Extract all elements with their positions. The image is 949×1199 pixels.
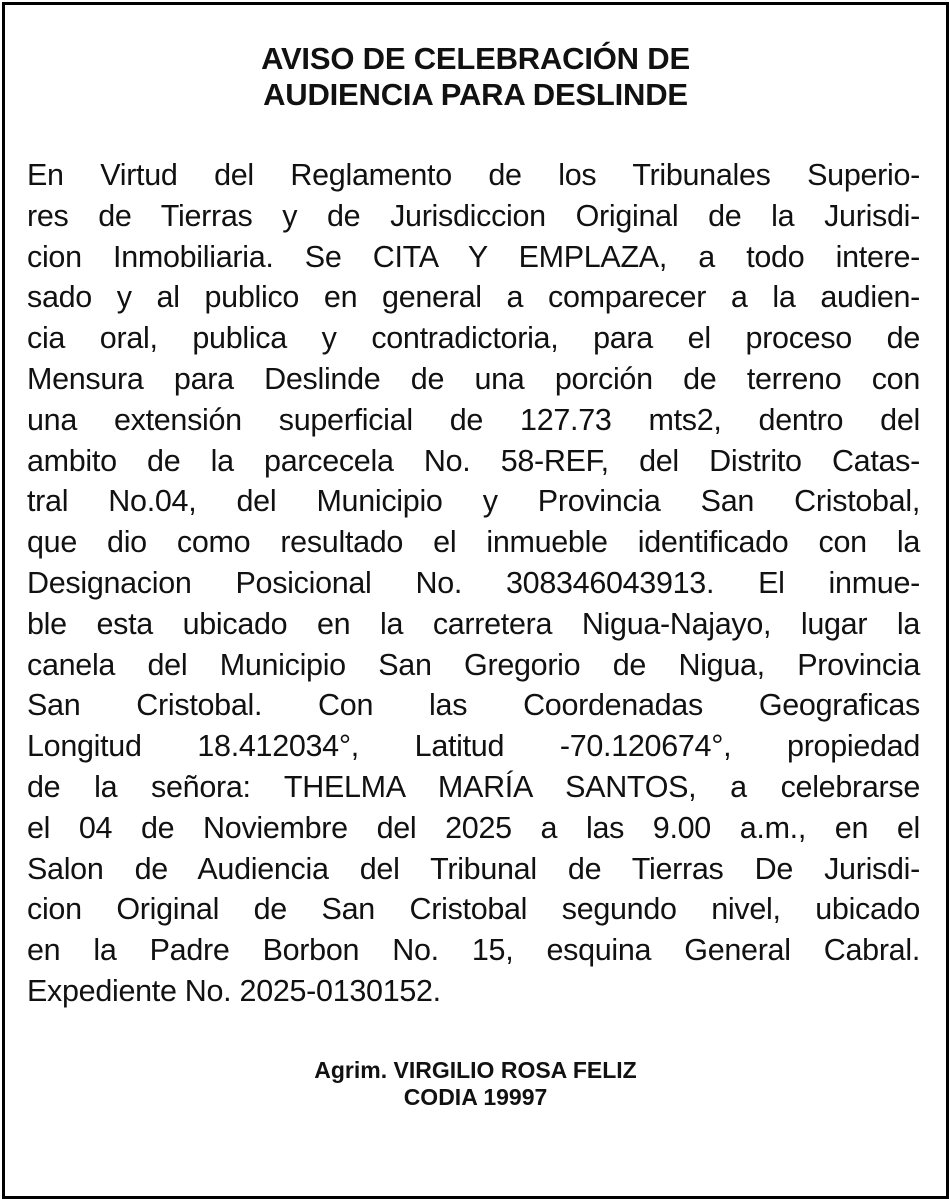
signature-block (5, 1057, 946, 1111)
body-line: el 04 de Noviembre del 2025 a las 9.00 a.m., en el (27, 810, 920, 845)
body-line: ambito de la parcecela No. 58-REF, del Distrito Catas- (27, 443, 920, 478)
body-line: sado y al publico en general a comparecer a la audien- (27, 280, 920, 315)
notice-title-line-1: AVISO DE CELEBRACIÓN DE (261, 41, 690, 76)
body-line: que dio como resultado el inmueble identificado con la (27, 525, 920, 560)
notice-body (27, 155, 920, 1012)
body-line: canela del Municipio San Gregorio de Nigua, Provincia (27, 647, 920, 682)
body-line: Mensura para Deslinde de una porción de terreno con (27, 361, 920, 396)
body-line: res de Tierras y de Jurisdiccion Original de la Jurisdi- (27, 198, 920, 233)
body-line: Designacion Posicional No. 308346043913. El inmue- (27, 565, 920, 600)
signature-registration: CODIA 19997 (403, 1084, 548, 1110)
body-line: de la señora: THELMA MARÍA SANTOS, a celebrarse (27, 769, 920, 804)
body-line: tral No.04, del Municipio y Provincia San Cristobal, (27, 484, 920, 519)
notice-title (5, 41, 946, 113)
signature-name: Agrim. VIRGILIO ROSA FELIZ (314, 1057, 637, 1083)
body-line: una extensión superficial de 127.73 mts2, dentro del (27, 402, 920, 437)
body-line-expediente: Expediente No. 2025-0130152. (27, 973, 441, 1008)
body-line: ble esta ubicado en la carretera Nigua-Najayo, lugar la (27, 606, 920, 641)
notice-frame (2, 2, 949, 1199)
body-line: Longitud 18.412034°, Latitud -70.120674°, propiedad (27, 729, 920, 764)
body-line: en la Padre Borbon No. 15, esquina General Cabral. (27, 933, 920, 968)
body-line: cion Original de San Cristobal segundo nivel, ubicado (27, 892, 920, 927)
body-line: cion Inmobiliaria. Se CITA Y EMPLAZA, a todo intere- (27, 239, 920, 274)
notice-title-line-2: AUDIENCIA PARA DESLINDE (263, 77, 688, 112)
body-line: cia oral, publica y contradictoria, para el proceso de (27, 321, 920, 356)
body-line: En Virtud del Reglamento de los Tribunales Superio- (27, 158, 920, 192)
body-line: San Cristobal. Con las Coordenadas Geograficas (27, 688, 920, 723)
body-line: Salon de Audiencia del Tribunal de Tierras De Jurisdi- (27, 851, 920, 886)
